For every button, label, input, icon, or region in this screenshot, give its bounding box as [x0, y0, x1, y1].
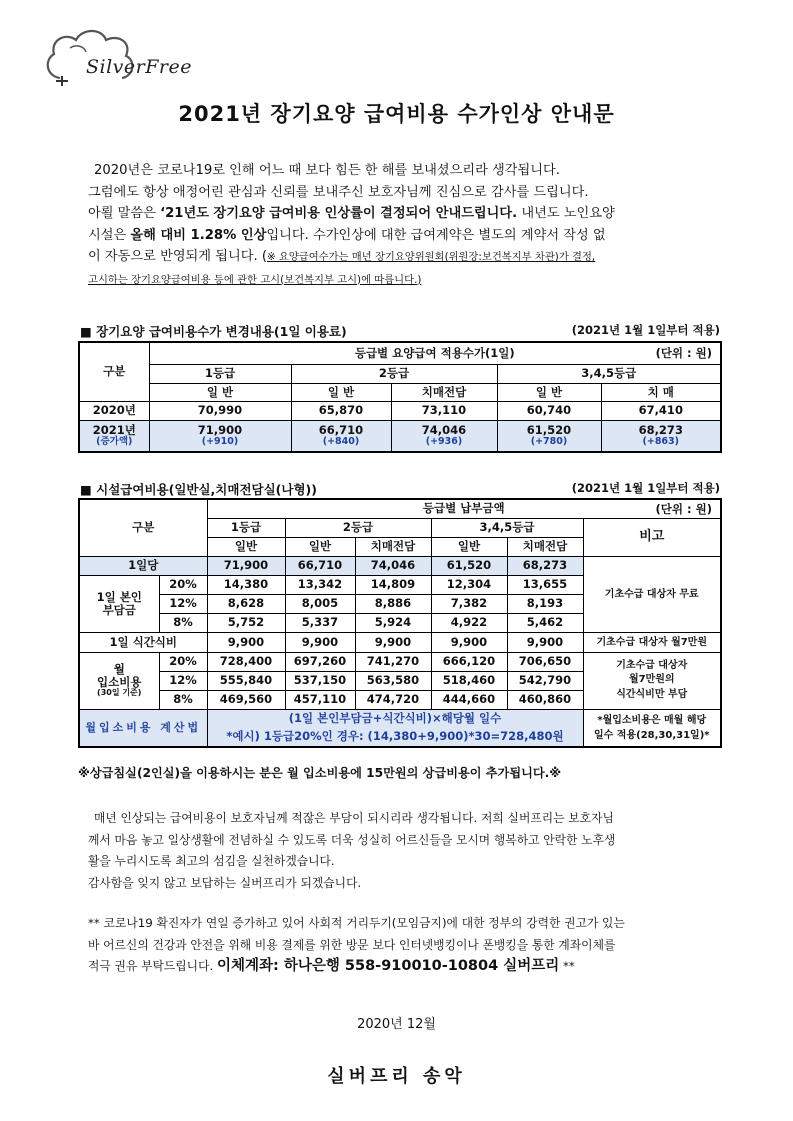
table-row — [79, 652, 721, 671]
table-cell: 73,110 — [391, 401, 497, 420]
table-header-gubun: 구분 — [79, 342, 149, 401]
table-cell: 555,840 — [207, 671, 285, 690]
pct-cell: 20% — [159, 575, 207, 594]
table-cell: 12,304 — [431, 575, 507, 594]
pct-cell: 20% — [159, 652, 207, 671]
table-cell: 7,382 — [431, 594, 507, 613]
table-cell: 9,900 — [207, 632, 285, 652]
covid-paragraph — [88, 913, 718, 978]
table-cell: 60,740 — [497, 401, 601, 420]
table-cell: 71,900 (+910) — [149, 420, 291, 452]
intro-highlight-2: 올해 대비 1.28% 인상 — [130, 227, 267, 243]
fee-change-table — [78, 341, 722, 453]
burden-note: 기초수급 대상자 무료 — [583, 556, 721, 632]
table-header-main: 등급별 납부금액 (단위 : 원) — [207, 499, 721, 518]
note-header: 비고 — [583, 518, 721, 556]
table-cell: 66,710 — [285, 556, 355, 575]
closing-line: 매년 인상되는 급여비용이 보호자님께 적잖은 부담이 되시리라 생각됩니다. 저희 실버프리는 보호자님 — [94, 811, 614, 825]
table-cell: 457,110 — [285, 690, 355, 709]
premium-room-note: ※상급침실(2인실)을 이용하시는 분은 월 입소비용에 15만원의 상급비용이 추가됩니다.※ — [78, 766, 562, 780]
table-cell: 4,922 — [431, 613, 507, 632]
table-cell: 68,273 (+863) — [601, 420, 721, 452]
table-cell: 728,400 — [207, 652, 285, 671]
grade-1-header: 1등급 — [207, 518, 285, 537]
table-cell: 9,900 — [285, 632, 355, 652]
intro-note-1: ※ 요양급여수가는 매년 장기요양위원회(위원장:보건복지부 차관)가 결정, — [266, 251, 596, 263]
table-cell: 68,273 — [507, 556, 583, 575]
monthly-note: 기초수급 대상자 월7만원의 식간식비만 부담 — [583, 652, 721, 709]
subheader: 일반 — [285, 537, 355, 556]
section2-effective: (2021년 1월 1일부터 적용) — [571, 481, 720, 495]
bank-account: 이체계좌: 하나은행 558-910010-10804 실버프리 — [216, 958, 560, 974]
table-cell: 5,462 — [507, 613, 583, 632]
table-cell: 563,580 — [355, 671, 431, 690]
table-header-gubun: 구분 — [79, 499, 207, 556]
subheader: 치매전담 — [507, 537, 583, 556]
subheader: 일 반 — [497, 383, 601, 401]
subheader: 치매전담 — [391, 383, 497, 401]
table-cell: 14,380 — [207, 575, 285, 594]
closing-line: 감사함을 잊지 않고 보답하는 실버프리가 되겠습니다. — [88, 875, 362, 890]
section1-heading — [80, 322, 720, 340]
table-cell: 61,520 — [431, 556, 507, 575]
table-cell: 706,650 — [507, 652, 583, 671]
table-cell: 474,720 — [355, 690, 431, 709]
unit-label: (단위 : 원) — [655, 502, 712, 516]
table-header-main: 등급별 요양급여 적용수가(1일) (단위 : 원) — [149, 342, 721, 364]
table-cell: 9,900 — [355, 632, 431, 652]
signature: 실버프리 송악 — [327, 1066, 466, 1087]
subheader: 일 반 — [149, 383, 291, 401]
table-row — [79, 420, 721, 452]
table-cell: 8,886 — [355, 594, 431, 613]
grade-2-header: 2등급 — [285, 518, 431, 537]
table-cell: 65,870 — [291, 401, 391, 420]
grade-2-header: 2등급 — [291, 364, 497, 383]
table-row — [79, 556, 721, 575]
table-cell: 13,655 — [507, 575, 583, 594]
subheader: 치 매 — [601, 383, 721, 401]
covid-line: 바 어르신의 건강과 안전을 위해 비용 결제를 위한 방문 보다 인터넷뱅킹이나 폰뱅킹을 통한 계좌이체를 — [88, 937, 616, 952]
table-cell: 61,520 (+780) — [497, 420, 601, 452]
covid-line: 적극 권유 부탁드립니다. 이체계좌: 하나은행 558-910010-10804 실버프리 ** — [88, 958, 575, 974]
closing-line: 께서 마음 놓고 일상생활에 전념하실 수 있도록 더욱 성실히 어르신들을 모시며 행복하고 안락한 노후생 — [88, 832, 616, 847]
intro-line-3: 아뢸 말씀은 ‘21년도 장기요양 급여비용 인상률이 결정되어 안내드립니다. 내년도 노인요양 — [88, 206, 615, 221]
intro-highlight-1: ‘21년도 장기요양 급여비용 인상률이 결정되어 안내드립니다. — [160, 206, 518, 221]
row-label: 월 입소비용 (30일 기준) — [79, 652, 159, 709]
grade-1-header: 1등급 — [149, 364, 291, 383]
section1-title: ■ 장기요양 급여비용수가 변경내용(1일 이용료) — [80, 324, 347, 339]
row-label: 2021년 (증가액) — [79, 420, 149, 452]
table-cell: 9,900 — [507, 632, 583, 652]
meal-note: 기초수급 대상자 월7만원 — [583, 632, 721, 652]
intro-line-5: 이 자동으로 반영되게 됩니다. (※ 요양급여수가는 매년 장기요양위원회(위원장:보건복지부 차관)가 결정, — [88, 249, 596, 264]
logo-text: SilverFree — [86, 56, 192, 78]
table-cell: 542,790 — [507, 671, 583, 690]
table-cell: 460,860 — [507, 690, 583, 709]
table-cell: 9,900 — [431, 632, 507, 652]
intro-paragraph — [88, 160, 708, 291]
calc-label: 월입소비용 계산법 — [79, 709, 207, 747]
row-label: 1일당 — [79, 556, 207, 575]
table-row — [79, 401, 721, 420]
table-cell: 518,460 — [431, 671, 507, 690]
subheader: 일반 — [207, 537, 285, 556]
table-cell: 5,752 — [207, 613, 285, 632]
pct-cell: 8% — [159, 613, 207, 632]
table-cell: 66,710 (+840) — [291, 420, 391, 452]
table-cell: 70,990 — [149, 401, 291, 420]
table-cell: 666,120 — [431, 652, 507, 671]
grade-345-header: 3,4,5등급 — [497, 364, 721, 383]
table-cell: 537,150 — [285, 671, 355, 690]
subheader: 일반 — [431, 537, 507, 556]
closing-paragraph — [88, 808, 718, 894]
unit-label: (단위 : 원) — [655, 346, 713, 360]
intro-line-6 — [88, 269, 708, 292]
table-cell: 13,342 — [285, 575, 355, 594]
subheader: 일 반 — [291, 383, 391, 401]
table-cell: 8,628 — [207, 594, 285, 613]
page-title: 2021년 장기요양 급여비용 수가인상 안내문 — [178, 102, 615, 126]
table-cell: 741,270 — [355, 652, 431, 671]
table-cell: 5,337 — [285, 613, 355, 632]
intro-note-2: 고시하는 장기요양급여비용 등에 관한 고시(보건복지부 고시)에 따릅니다.) — [88, 273, 422, 286]
table-cell: 697,260 — [285, 652, 355, 671]
section2-heading — [80, 480, 720, 498]
table-cell: 14,809 — [355, 575, 431, 594]
logo — [40, 26, 230, 92]
row-label: 2020년 — [79, 401, 149, 420]
intro-line-2: 그럼에도 항상 애정어린 관심과 신뢰를 보내주신 보호자님께 진심으로 감사를 드립니다. — [88, 184, 589, 200]
table-cell: 8,193 — [507, 594, 583, 613]
subheader: 치매전담 — [355, 537, 431, 556]
table-cell: 74,046 — [355, 556, 431, 575]
closing-line: 활을 누리시도록 최고의 섬김을 실천하겠습니다. — [88, 854, 335, 868]
grade-345-header: 3,4,5등급 — [431, 518, 583, 537]
calc-note: *월입소비용은 매월 해당 일수 적용(28,30,31일)* — [583, 709, 721, 747]
section2-title: ■ 시설급여비용(일반실,치매전담실(나형)) — [80, 482, 317, 497]
table-cell: 444,660 — [431, 690, 507, 709]
intro-line-4: 시설은 올해 대비 1.28% 인상입니다. 수가인상에 대한 급여계약은 별도의 계약서 작성 없 — [88, 227, 606, 243]
facility-fee-table — [78, 498, 722, 748]
pct-cell: 8% — [159, 690, 207, 709]
row-label: 1일 식간식비 — [79, 632, 207, 652]
table-cell: 67,410 — [601, 401, 721, 420]
pct-cell: 12% — [159, 671, 207, 690]
table-cell: 74,046 (+936) — [391, 420, 497, 452]
row-label: 1일 본인 부담금 — [79, 575, 159, 632]
table-cell: 8,005 — [285, 594, 355, 613]
table-row — [79, 632, 721, 652]
covid-line: ** 코로나19 확진자가 연일 증가하고 있어 사회적 거리두기(모임금지)에 대한 정부의 강력한 권고가 있는 — [88, 916, 625, 930]
table-cell: 5,924 — [355, 613, 431, 632]
issue-date: 2020년 12월 — [357, 1017, 436, 1032]
table-row — [79, 709, 721, 747]
calc-formula: (1일 본인부담금+식간식비)×해당월 일수 *예시) 1등급20%인 경우: (14,380+9,900)*30=728,480원 — [207, 709, 583, 747]
table-cell: 71,900 — [207, 556, 285, 575]
table-cell: 469,560 — [207, 690, 285, 709]
pct-cell: 12% — [159, 594, 207, 613]
section1-effective: (2021년 1월 1일부터 적용) — [571, 323, 720, 337]
intro-line-1: 2020년은 코로나19로 인해 어느 때 보다 힘든 한 해를 보내셨으리라 생각됩니다. — [94, 163, 560, 178]
